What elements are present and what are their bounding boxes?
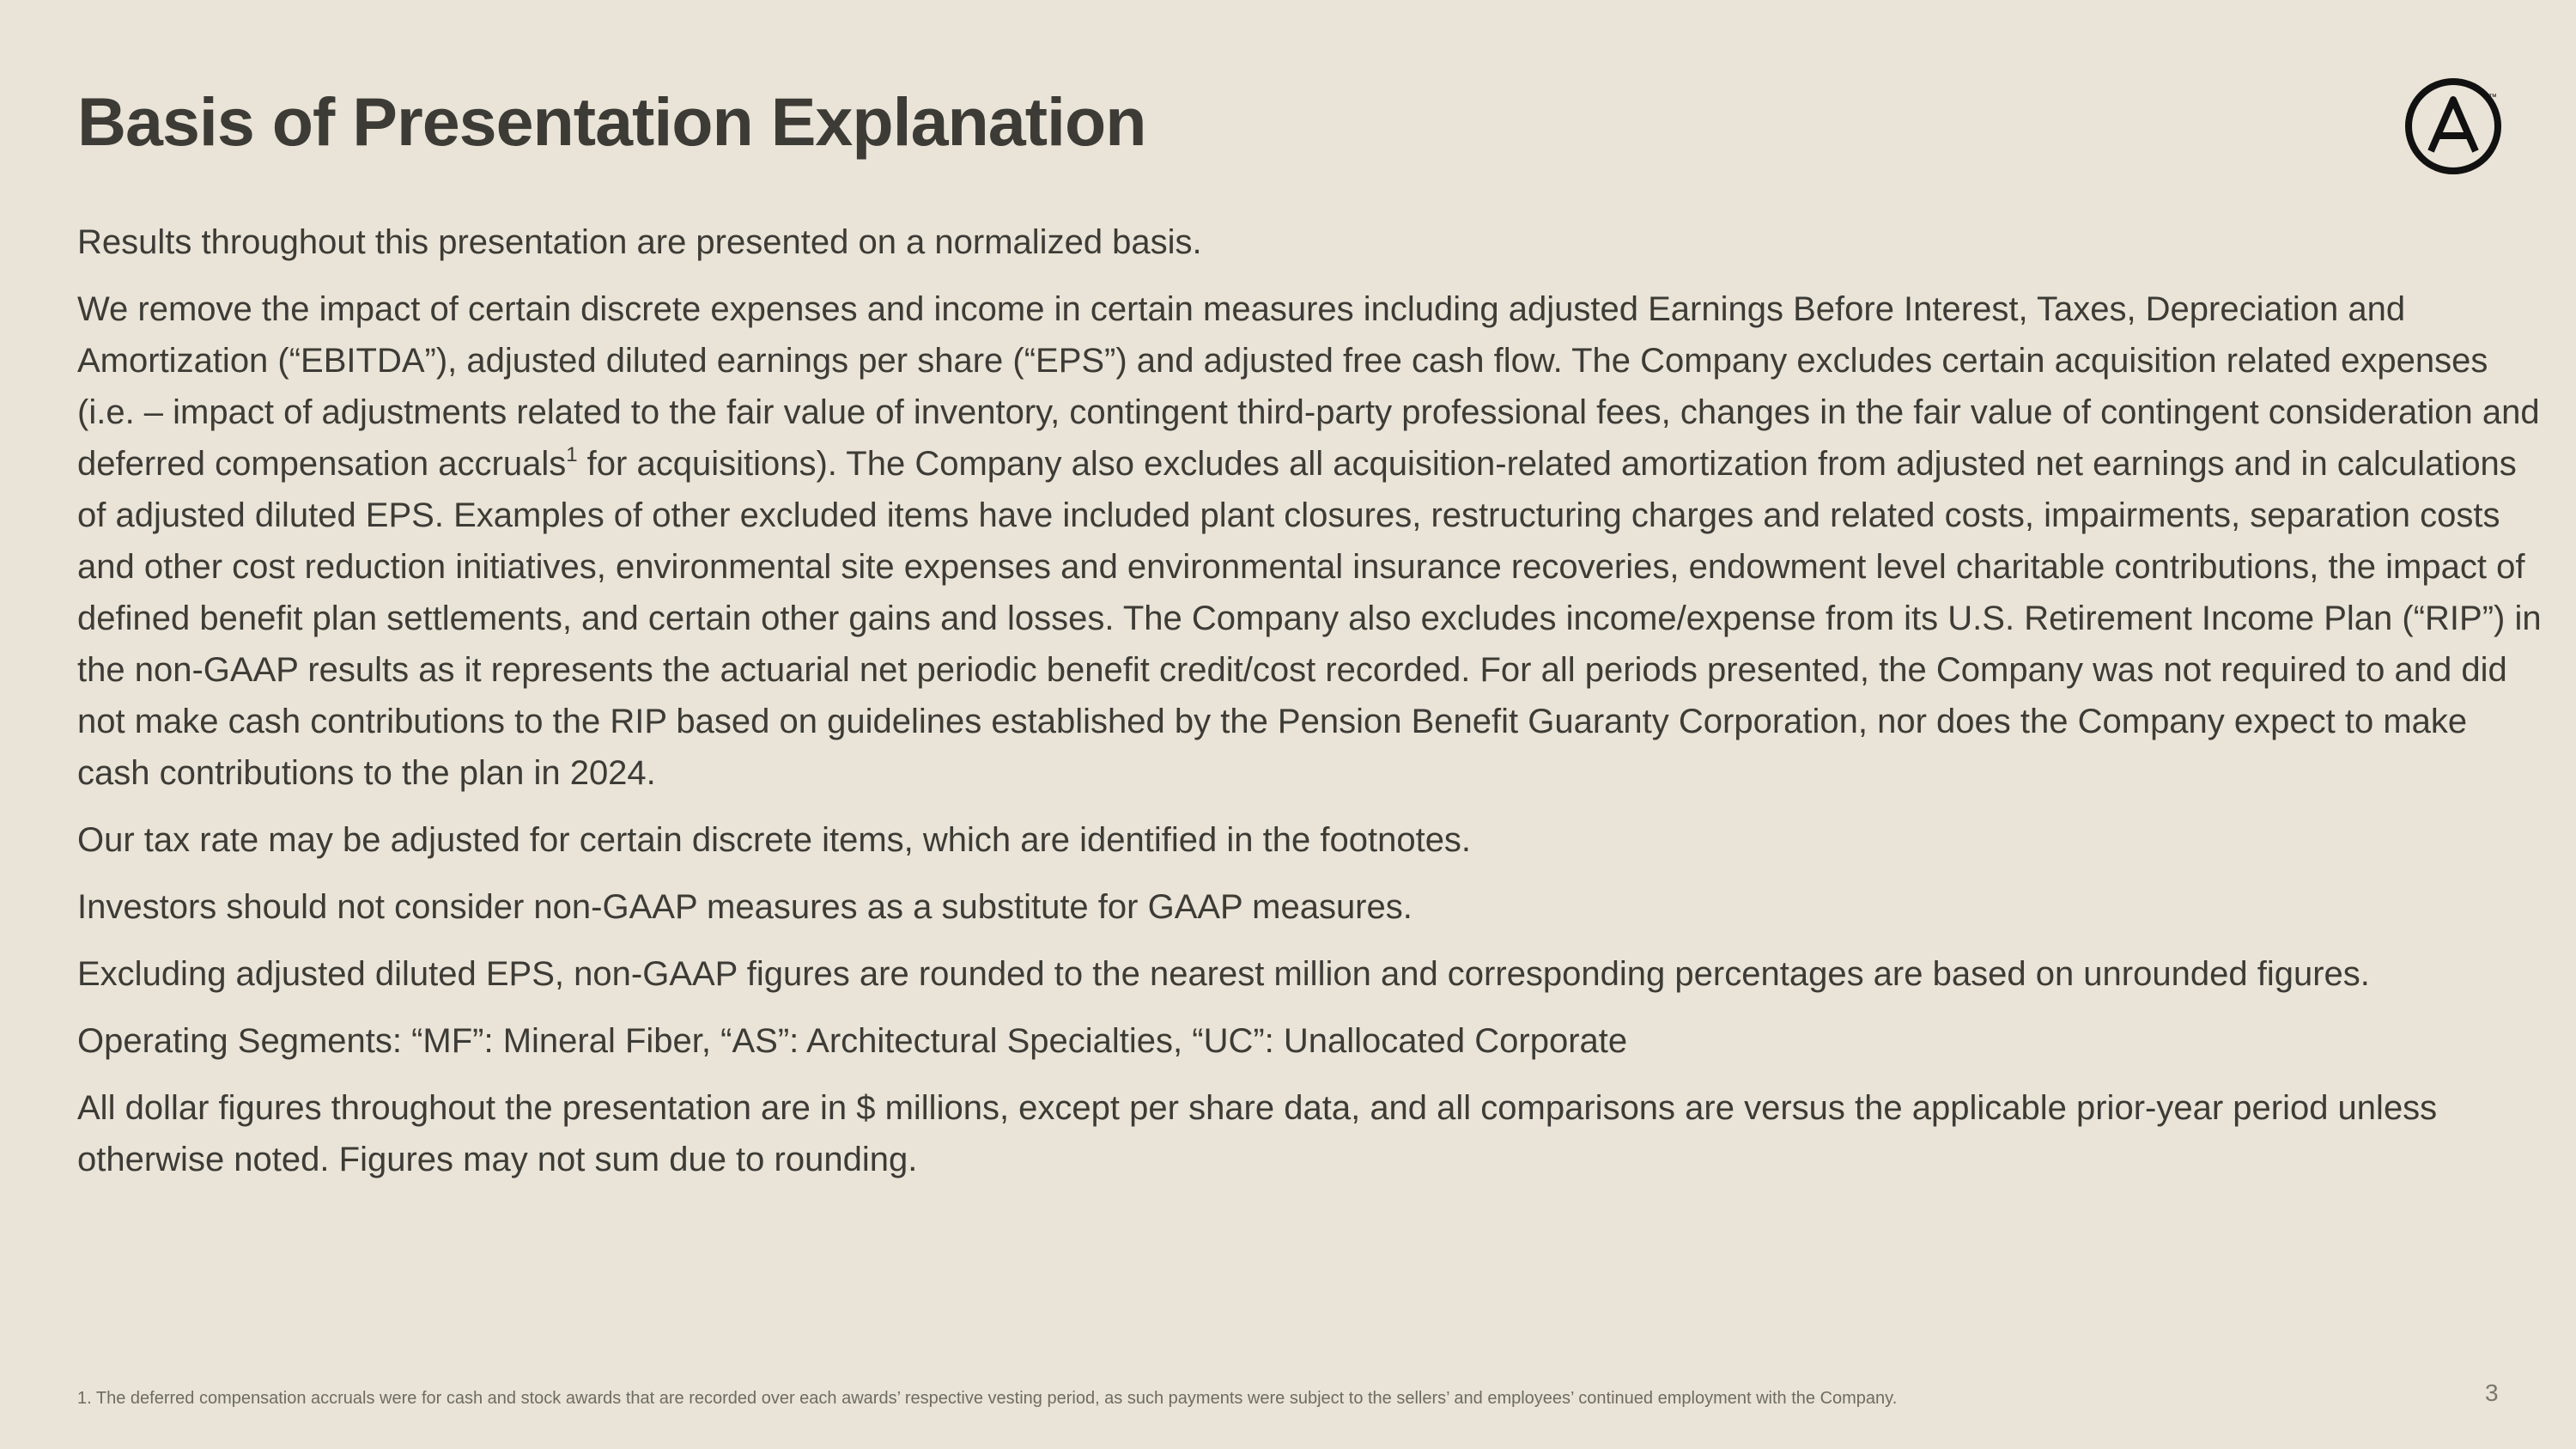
paragraph-operating-segments: Operating Segments: “MF”: Mineral Fiber, “AS”: Architectural Specialties, “UC”: Unallocated Corporate xyxy=(77,1022,1628,1060)
body-text xyxy=(77,216,2542,1201)
page-number: 3 xyxy=(2485,1379,2499,1406)
footnote-reference: 1 xyxy=(566,443,578,466)
paragraph-dollar-figures: All dollar figures throughout the presentation are in $ millions, except per share data, and all comparisons are versus the applicable prior-year period unless otherwise noted. Figures may not sum due to rounding. xyxy=(77,1089,2438,1178)
paragraph-adjustments-part-1: We remove the impact of certain discrete expenses and income in certain measures including adjusted Earnings Before Interest, Taxes, Depreciation and Amortization (“EBITDA”), adjusted diluted earnings per share (“EPS”) and adjusted free cash flow. The Company excludes certain acquisition related expenses (i.e. – impact of adjustments related to the fair value of inventory, contingent third-party professional fees, changes in the fair value of contingent consideration and deferred compensation accruals xyxy=(77,290,2540,483)
slide-title: Basis of Presentation Explanation xyxy=(77,83,1146,160)
paragraph-adjustments xyxy=(77,283,2542,799)
paragraph-tax-rate: Our tax rate may be adjusted for certain discrete items, which are identified in the footnotes. xyxy=(77,821,1472,859)
paragraph-rounding: Excluding adjusted diluted EPS, non-GAAP figures are rounded to the nearest million and corresponding percentages are based on unrounded figures. xyxy=(77,955,2370,993)
trademark-mark: ™ xyxy=(2488,93,2497,102)
paragraph-normalized-basis: Results throughout this presentation are presented on a normalized basis. xyxy=(77,223,1202,261)
paragraph-non-gaap: Investors should not consider non-GAAP measures as a substitute for GAAP measures. xyxy=(77,888,1413,926)
paragraph-adjustments-part-2: for acquisitions). The Company also excludes all acquisition-related amortization from adjusted net earnings and in calculations of adjusted diluted EPS. Examples of other excluded items have included plant closures, restructuring charges and related costs, impairments, separation costs and other cost reduction initiatives, environmental site expenses and environmental insurance recoveries, endowment level charitable contributions, the impact of defined benefit plan settlements, and certain other gains and losses. The Company also excludes income/expense from its U.S. Retirement Income Plan (“RIP”) in the non-GAAP results as it represents the actuarial net periodic benefit credit/cost recorded. For all periods presented, the Company was not required to and did not make cash contributions to the RIP based on guidelines established by the Pension Benefit Guaranty Corporation, nor does the Company expect to make cash contributions to the plan in 2024. xyxy=(77,445,2542,792)
circle-a-logo-icon xyxy=(2403,76,2504,177)
footnote: 1. The deferred compensation accruals were for cash and stock awards that are recorded over each awards’ respective vesting period, as such payments were subject to the sellers’ and employees’ continued employment with the Company. xyxy=(77,1389,1898,1408)
